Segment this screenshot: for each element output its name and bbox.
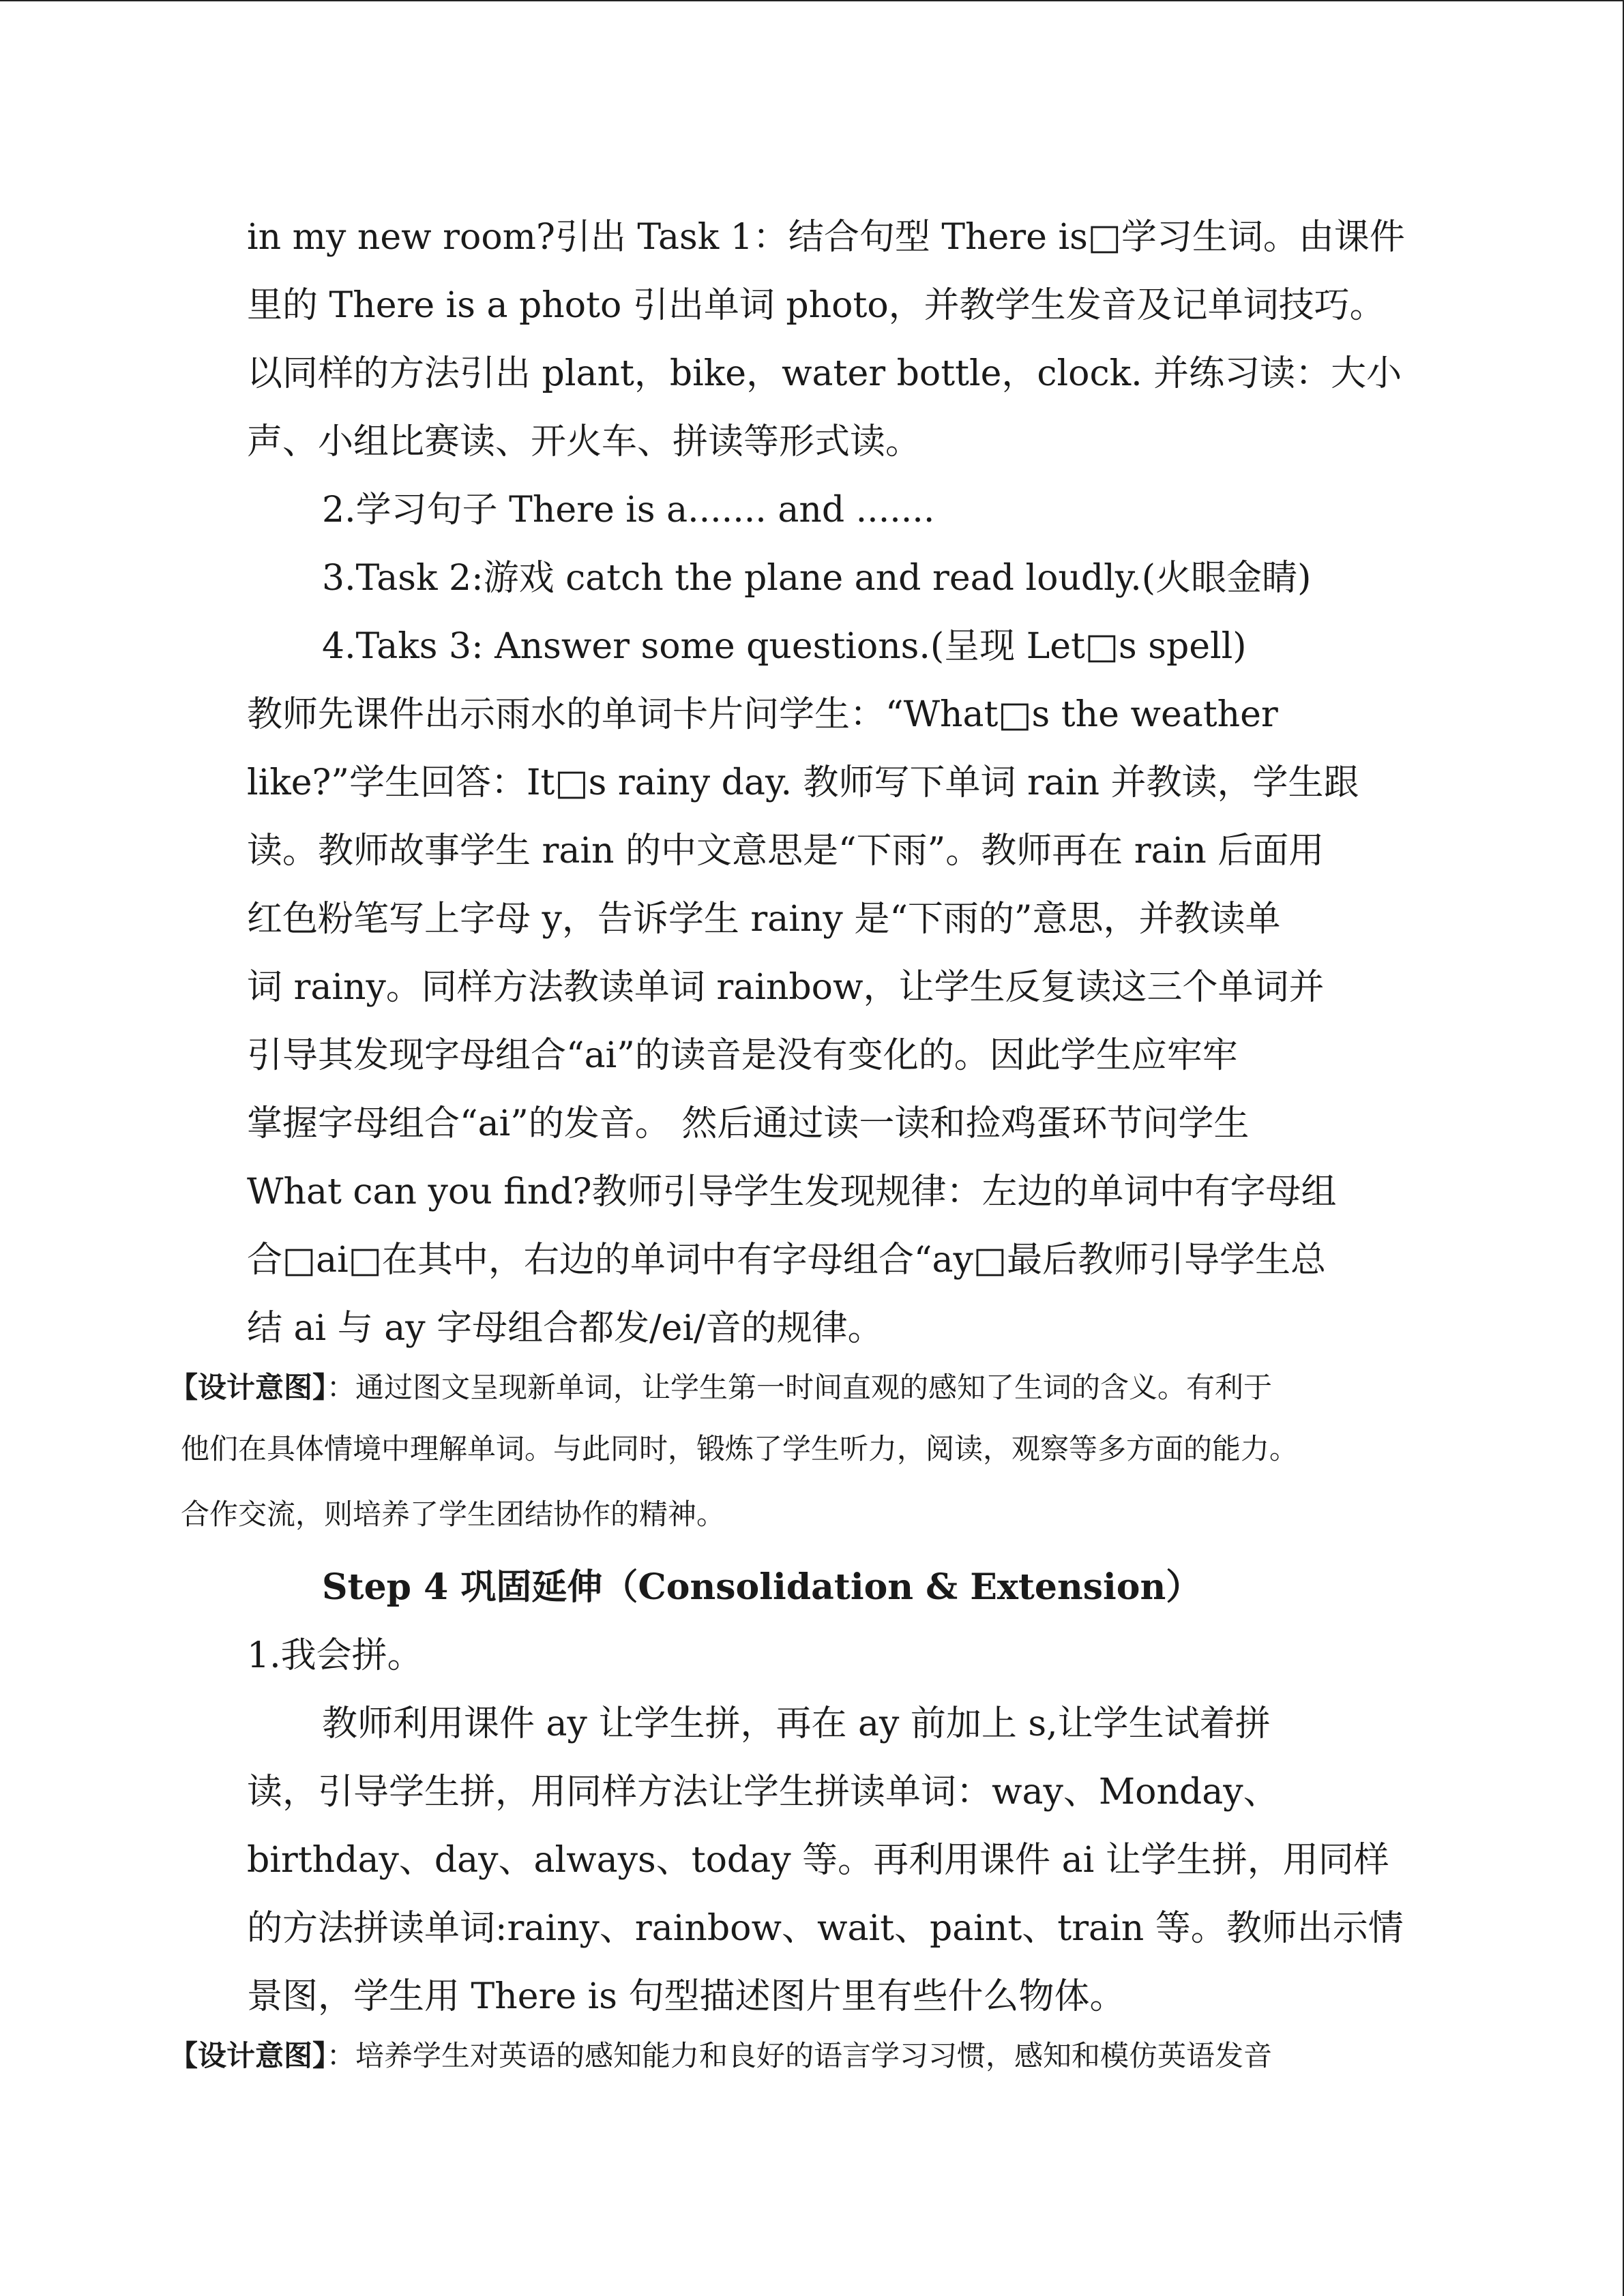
step4-line-5: 景图，学生用 There is 句型描述图片里有些什么物体。 (247, 1976, 1125, 2017)
step-3-line: 3.Task 2:游戏 catch the plane and read loudly.(火眼金睛) (322, 558, 1312, 599)
design-note-2-text: ：培养学生对英语的感知能力和良好的语言学习习惯，感知和模仿英语发音 (327, 2039, 1273, 2072)
design-note-2-line (169, 2039, 1272, 2073)
step4-line-3: birthday、day、always、today 等。再利用课件 ai 让学生拼，用同样 (247, 1840, 1389, 1881)
paragraph2-line-5: 词 rainy。同样方法教读单词 rainbow，让学生反复读这三个单词并 (247, 967, 1325, 1008)
design-note-1-line-3: 合作交流，则培养了学生团结协作的精神。 (181, 1497, 726, 1531)
design-note-1-line-2: 他们在具体情境中理解单词。与此同时，锻炼了学生听力，阅读，观察等多方面的能力。 (181, 1432, 1299, 1465)
step4-line-2: 读，引导学生拼，用同样方法让学生拼读单词：way、Monday、 (247, 1772, 1279, 1813)
paragraph2-line-9: 合□ai□在其中，右边的单词中有字母组合“ay□最后教师引导学生总 (247, 1240, 1326, 1281)
paragraph2-line-8: What can you find?教师引导学生发现规律：左边的单词中有字母组 (247, 1172, 1337, 1212)
step4-line-1: 教师利用课件 ay 让学生拼，再在 ay 前加上 s,让学生试着拼 (322, 1703, 1271, 1744)
design-note-label: 【设计意图】 (169, 1371, 327, 1404)
paragraph1-line-4: 声、小组比赛读、开火车、拼读等形式读。 (247, 421, 921, 462)
paragraph2-line-2: like?”学生回答：It□s rainy day. 教师写下单词 rain 并教读，学生跟 (247, 762, 1359, 803)
step-2-line: 2.学习句子 There is a....... and ....... (322, 490, 935, 531)
step4-line-4: 的方法拼读单词:rainy、rainbow、wait、paint、train 等。教师出示情 (247, 1908, 1404, 1949)
design-note-text: ：通过图文呈现新单词，让学生第一时间直观的感知了生词的含义。有利于 (327, 1371, 1273, 1404)
paragraph2-line-6: 引导其发现字母组合“ai”的读音是没有变化的。因此学生应牢牢 (247, 1035, 1238, 1076)
step-4-line: 4.Taks 3: Answer some questions.(呈现 Let□s spell) (322, 626, 1247, 667)
step4-item-1: 1.我会拼。 (247, 1635, 423, 1676)
paragraph2-line-4: 红色粉笔写上字母 y，告诉学生 rainy 是“下雨的”意思，并教读单 (247, 899, 1281, 940)
paragraph1-line-3: 以同样的方法引出 plant，bike，water bottle，clock. 并练习读：大小 (247, 353, 1402, 394)
paragraph2-line-1: 教师先课件出示雨水的单词卡片问学生：“What□s the weather (247, 694, 1278, 735)
design-note-1-line-1 (169, 1371, 1272, 1405)
paragraph2-line-10: 结 ai 与 ay 字母组合都发/ei/音的规律。 (247, 1308, 883, 1349)
paragraph2-line-3: 读。教师故事学生 rain 的中文意思是“下雨”。教师再在 rain 后面用 (247, 831, 1325, 871)
design-note-2-label: 【设计意图】 (169, 2039, 327, 2072)
paragraph1-line-2: 里的 There is a photo 引出单词 photo，并教学生发音及记单词技巧。 (247, 285, 1385, 326)
paragraph1-line-1: in my new room?引出 Task 1：结合句型 There is□学习生词。由课件 (247, 217, 1405, 258)
step4-heading: Step 4 巩固延伸（Consolidation & Extension） (322, 1566, 1202, 1608)
paragraph2-line-7: 掌握字母组合“ai”的发音。 然后通过读一读和捡鸡蛋环节问学生 (247, 1103, 1250, 1144)
